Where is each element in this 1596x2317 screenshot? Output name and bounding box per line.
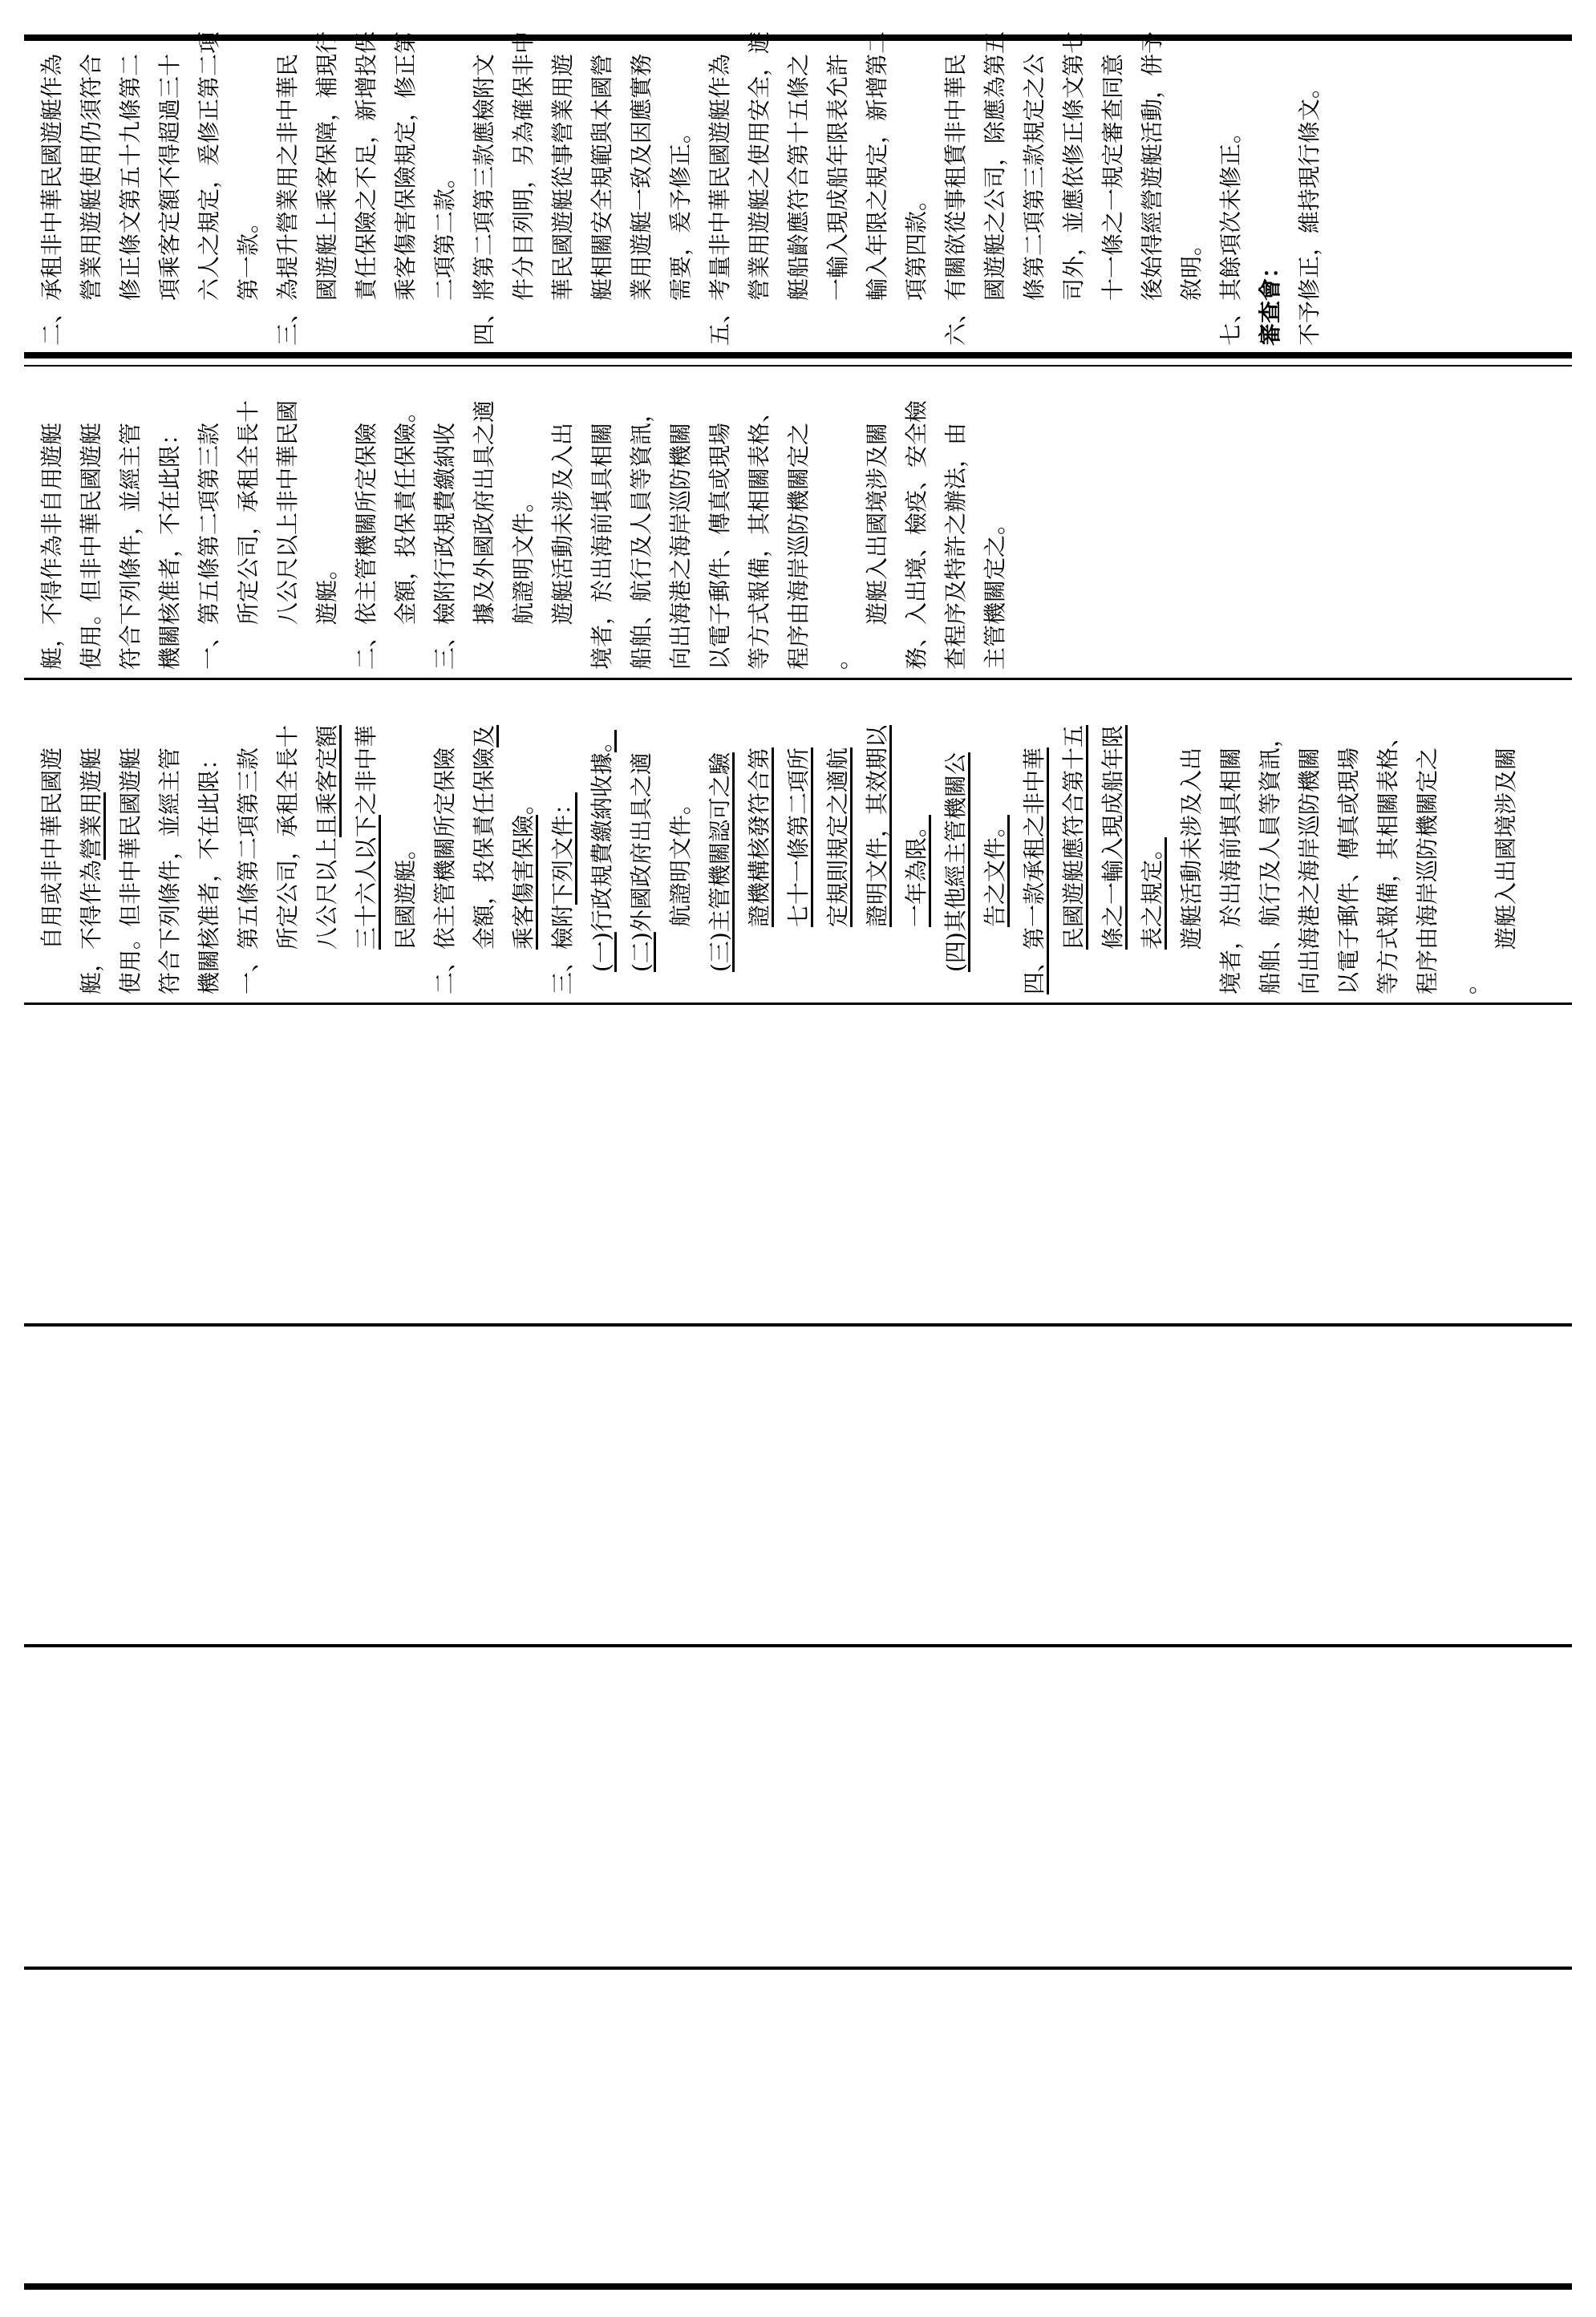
text-line [71,371,111,670]
text-line [661,371,700,670]
underlined-amendment-text: 下列文件： [549,792,576,905]
text-segment: 遊艇活動未涉及入出 [549,422,576,625]
text-segment: 二、依主管機關所定保險 [353,422,379,670]
text-line [32,46,71,346]
text-line [150,46,189,346]
text-line [111,371,150,670]
underlined-amendment-text: 條之一輸入現成船年限 [1100,724,1126,950]
underlined-amendment-text: (一) [589,932,615,972]
underlined-amendment-text: 三十六人以下 [353,814,379,950]
text-segment: 遊艇入出國境涉及關 [1493,747,1519,950]
text-segment: 遊艇入出國境涉及關 [864,422,890,625]
text-segment: 三、為提升營業用之非中華民 [274,53,301,346]
text-line [543,371,582,670]
text-line [818,371,857,670]
text-line [1290,46,1329,346]
text-line [307,30,346,346]
table-outer-border-right [24,34,1572,41]
amended-text-column [32,685,1525,994]
text-segment: 符合下列條件，並經主管 [156,747,183,994]
text-line [857,30,897,346]
text-segment: 所定公司，承租全長十 [235,399,261,625]
text-line [700,371,739,670]
text-segment: 機關核准者，不在此限： [196,747,222,994]
text-line [1447,685,1486,994]
table-rule-6-thin [24,365,1572,367]
underlined-amendment-text: (四)其他經主管機關公 [942,752,969,972]
text-segment: 十一條之一規定審查同意 [1100,53,1126,301]
text-segment: 機關核准者，不在此限： [156,422,183,670]
text-segment: 船舶、航行及人員等資訊， [628,399,654,670]
text-segment: 司外，並應依修正條文第七 [1060,30,1087,301]
text-line [307,685,346,994]
underlined-amendment-text: 證機構核發符合第 [746,747,772,927]
text-segment: 等方式報備，其相關表格、 [1375,724,1401,994]
text-line [464,371,504,670]
text-segment: 乘客傷害保險規定，修正第 [392,30,419,301]
text-line [936,46,975,346]
text-segment: 條第二項第三款規定之公 [1021,53,1047,301]
table-rule-5 [24,678,1572,680]
current-text-column [32,371,1015,670]
text-segment: 航證明文件。 [667,792,694,927]
text-segment: 項第四款。 [903,188,930,301]
text-segment: 所定公司，承租全長十 [274,724,301,950]
text-line [32,371,71,670]
text-segment: 五、考量非中華民國遊艇作為 [707,53,733,346]
text-line [897,685,936,994]
text-segment: 據及外國政府出具之適 [471,399,497,625]
text-segment: 主管機關定之。 [982,512,1008,670]
text-line [346,371,386,670]
text-line [71,46,111,346]
text-line [622,371,661,670]
text-line [386,685,425,994]
text-segment: 需要，爰予修正。 [667,120,694,301]
text-line [229,371,268,670]
text-segment: 以電子郵件、傳真或現場 [707,422,733,670]
table-rule-4 [24,1003,1572,1005]
text-segment: 二、依主管機關所定保險 [431,747,458,994]
text-segment: 三、檢附 [549,904,576,994]
text-segment: 艇，不得作為 [78,859,104,994]
text-line [111,46,150,346]
underlined-amendment-text: 且乘客定額 [314,724,340,837]
underlined-amendment-text: 證明文件，其效期以 [864,724,890,927]
text-line [229,685,268,994]
text-segment: 營業用遊艇使用仍須符合 [78,53,104,301]
text-segment: 使用。但非中華民國遊艇 [117,747,144,994]
text-line [779,371,818,670]
text-segment: 符合下列條件，並經主管 [117,422,144,670]
text-line [425,371,464,670]
text-line [1486,685,1525,994]
text-line [779,46,818,346]
text-segment: 二項第二款。 [431,165,458,301]
explanation-column [32,30,1329,346]
text-line [1015,46,1054,346]
text-line [1408,685,1447,994]
text-segment: 修正條文第五十九條第二 [117,53,144,301]
text-line [936,685,975,994]
text-line [700,685,739,994]
text-line [739,371,779,670]
text-segment: 程序由海岸巡防機關定之 [785,422,812,670]
text-line [268,685,307,994]
text-line [150,371,189,670]
underlined-amendment-text: 。 [589,730,615,753]
table-rule-2 [24,1644,1572,1647]
text-segment: 民國遊艇。 [392,836,419,950]
text-line [307,371,346,670]
text-line [504,685,543,994]
text-segment: 查程序及特許之辦法，由 [942,422,969,670]
underlined-amendment-text: 七十一條第二項所 [785,747,812,927]
text-line [229,46,268,346]
underlined-amendment-text: (三)主管機關認可之驗 [707,752,733,972]
text-segment: 程序由海岸巡防機關定之 [1414,747,1440,994]
text-segment: 境者，於出海前填具相關 [589,422,615,670]
text-segment: 項乘客定額不得超過三十 [156,53,183,301]
text-segment: 向出海港之海岸巡防機關 [667,422,694,670]
text-segment: 。 [1453,971,1480,994]
text-line [1211,46,1250,346]
text-line [739,685,779,994]
text-line [622,685,661,994]
underlined-amendment-text: 四、第一款承租之非中華 [1021,747,1047,994]
text-line [1172,46,1211,346]
text-segment: 營業用遊艇之使用安全，遊 [746,30,772,301]
text-segment: 責任保險之不足，新增投保 [353,30,379,301]
text-line [700,46,739,346]
text-segment: 國遊艇之公司，除應為第五 [982,30,1008,301]
text-segment: 敘明。 [1178,233,1205,301]
text-line [1132,685,1172,994]
text-line [1368,685,1408,994]
text-line [975,30,1015,346]
text-line [1290,685,1329,994]
text-segment: 件分目列明，另為確保非中 [510,30,537,301]
underlined-amendment-text: 定規則規定之適航 [824,747,851,927]
text-line [1015,685,1054,994]
text-line [150,685,189,994]
text-line [1211,685,1250,994]
text-segment: 之非中華 [353,724,379,815]
text-line [425,685,464,994]
text-segment: 六人之規定，爰修正第二項 [196,30,222,301]
text-line [661,46,700,346]
text-line [1172,685,1211,994]
text-segment: 遊艇活動未涉及入出 [1178,747,1205,950]
text-segment: 金額，投保責任保險。 [392,399,419,625]
text-line [386,371,425,670]
text-line [1329,685,1368,994]
text-segment: 艇船齡應符合第十五條之 [785,53,812,301]
text-line [661,685,700,994]
underlined-amendment-text: 表之規定。 [1139,836,1165,950]
text-line [464,685,504,994]
underlined-amendment-text: 乘客傷害保險 [510,814,537,950]
text-segment: 境者，於出海前填具相關 [1217,747,1244,994]
text-line [857,371,897,670]
text-line [32,685,71,994]
text-segment: 自用或非中華民國遊 [38,747,65,950]
underlined-amendment-text: (二) [628,932,654,972]
text-segment: 不予修正，維持現行條文。 [1296,75,1323,346]
text-line [582,371,622,670]
text-line [543,46,582,346]
text-segment: 七、其餘項次未修正。 [1217,120,1244,346]
text-line [897,371,936,670]
text-segment: 務、入出境、檢疫、安全檢 [903,399,930,670]
text-line [1250,685,1290,994]
text-segment: 以電子郵件、傳真或現場 [1335,747,1362,994]
text-line [189,371,229,670]
underlined-amendment-text: 告之文件。 [982,814,1008,927]
text-line [268,371,307,670]
text-line [1093,46,1132,346]
text-line [543,685,582,994]
table-rule-1 [24,1967,1572,1970]
text-segment: 向出海港之海岸巡防機關 [1296,747,1323,994]
text-segment: 國遊艇上乘客保障，補現行 [314,30,340,301]
text-line [504,371,543,670]
table-rule-3 [24,1323,1572,1327]
text-line [818,685,857,994]
text-line [71,685,111,994]
text-segment: 。 [510,792,537,815]
text-segment: 四、將第二項第三款應檢附文 [471,53,497,346]
underlined-amendment-text: 一年為限。 [903,814,930,927]
table-outer-border-left [24,2283,1572,2290]
text-segment: 六、有關欲從事租賃非中華民 [942,53,969,346]
text-segment: 金額，投保責任保險 [471,747,497,950]
text-segment: 審查會： [1257,255,1283,346]
text-segment: 行政規費繳納收據 [589,752,615,933]
text-segment: 艇，不得作為非自用遊艇 [38,422,65,670]
text-segment: 使用。但非中華民國遊艇 [78,422,104,670]
text-line [111,685,150,994]
text-segment: 遊艇。 [314,557,340,625]
text-segment: 艇相關安全規範與本國營 [589,53,615,301]
text-line [1250,46,1290,346]
text-line [346,30,386,346]
text-line [739,30,779,346]
text-line [936,371,975,670]
text-segment: 八公尺以上 [314,836,340,950]
text-segment: 華民國遊艇從事營業用遊 [549,53,576,301]
text-line [975,685,1015,994]
text-segment: 八公尺以上非中華民國 [274,399,301,625]
text-segment: 二、承租非中華民國遊艇作為 [38,53,65,346]
text-segment: 第一款。 [235,210,261,301]
text-segment: 三、檢附行政規費繳納收 [431,422,458,670]
text-line [1054,685,1093,994]
text-segment: 。 [824,646,851,670]
text-line [779,685,818,994]
text-line [857,685,897,994]
text-segment: 外國政府出具之適 [628,752,654,933]
text-line [346,685,386,994]
text-line [897,46,936,346]
text-line [464,46,504,346]
text-line [1093,685,1132,994]
underlined-amendment-text: 及 [471,724,497,747]
text-line [504,30,543,346]
text-segment: 一、第五條第二項第三款 [196,422,222,670]
underlined-amendment-text: 民國遊艇應符合第十五 [1060,724,1087,950]
text-line [818,46,857,346]
text-segment: 輸入年限之規定，新增第二 [864,30,890,301]
table-rule-6-thick [24,352,1572,358]
text-segment: 遊艇 [78,747,104,792]
text-segment: 業用遊艇一致及因應實務 [628,53,654,301]
underlined-amendment-text: 營業用 [78,792,104,860]
text-segment: 航證明文件。 [510,489,537,625]
text-line [1132,30,1172,346]
text-segment: 等方式報備，其相關表格、 [746,399,772,670]
text-segment: 一輸入現成船年限表允許 [824,53,851,301]
text-line [582,46,622,346]
text-line [189,30,229,346]
text-line [622,46,661,346]
text-line [425,46,464,346]
text-segment: 一、第五條第二項第三款 [235,747,261,994]
text-line [189,685,229,994]
text-line [582,685,622,994]
text-line [1054,30,1093,346]
text-line [975,371,1015,670]
text-segment: 後始得經營遊艇活動，併予 [1139,30,1165,301]
text-line [386,30,425,346]
text-segment: 船舶、航行及人員等資訊， [1257,724,1283,994]
text-line [268,46,307,346]
